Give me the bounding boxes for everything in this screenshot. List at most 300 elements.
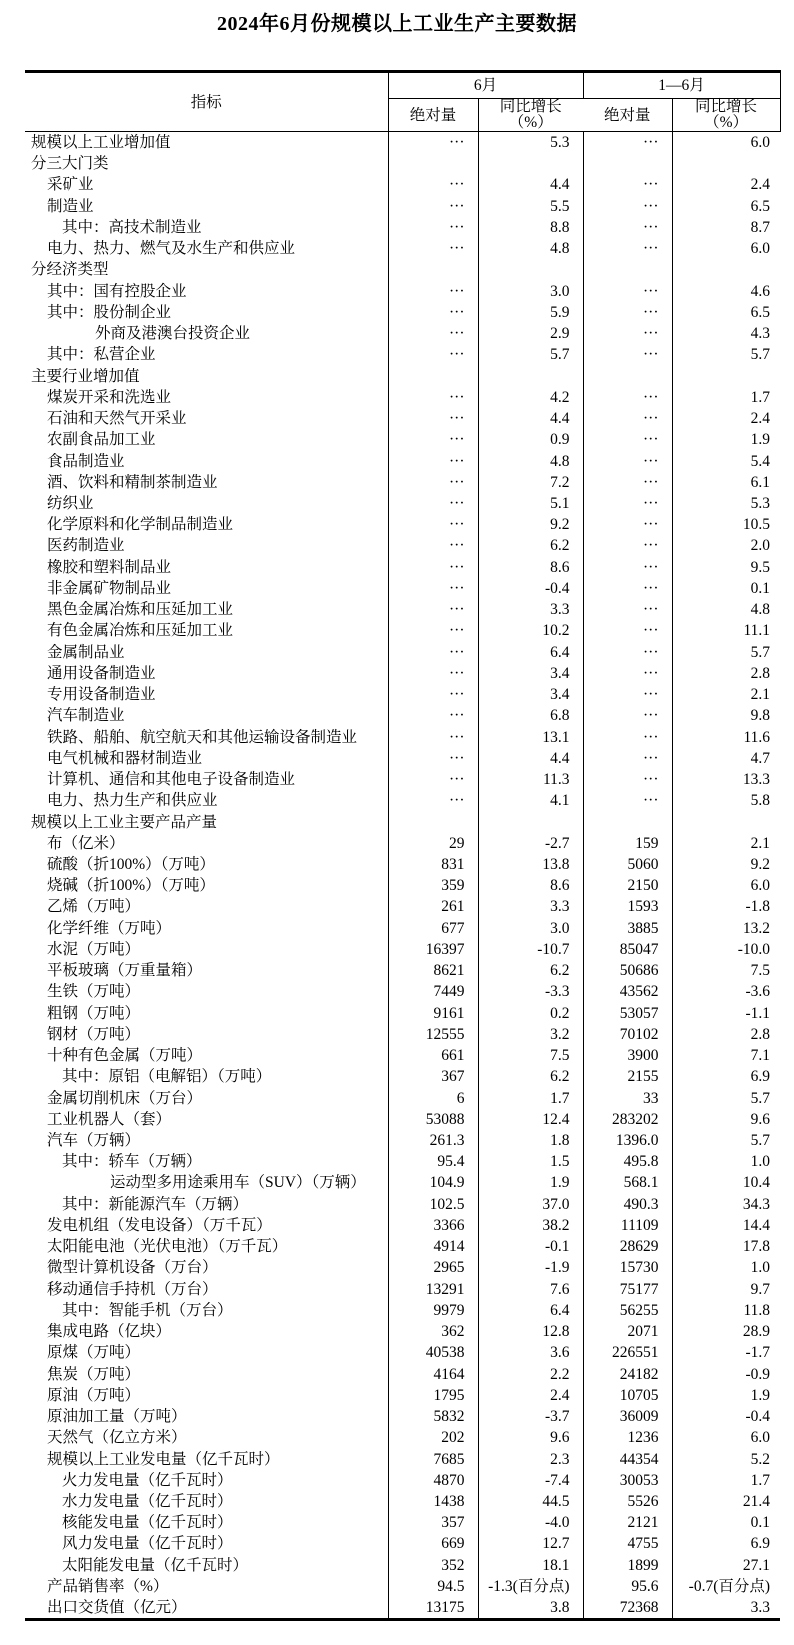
cum-yoy-cell: 5.8 — [672, 790, 780, 811]
june-absolute-cell: ··· — [388, 281, 478, 302]
june-absolute-cell: ··· — [388, 408, 478, 429]
june-absolute-cell: ··· — [388, 196, 478, 217]
indicator-cell: 产品销售率（%） — [47, 1577, 169, 1595]
table-row — [25, 1342, 780, 1363]
yoy-label-line1: 同比增长 — [499, 98, 562, 115]
indicator-cell: 其中：新能源汽车（万辆） — [62, 1195, 249, 1213]
cum-absolute-cell: ··· — [583, 684, 672, 705]
cum-absolute-cell: ··· — [583, 196, 672, 217]
yoy-label-line2: （%） — [508, 114, 553, 131]
header-group-row — [25, 72, 780, 99]
cum-absolute-cell: ··· — [583, 451, 672, 472]
table-row — [25, 1066, 780, 1087]
cum-yoy-cell: 9.5 — [672, 557, 780, 578]
cum-absolute-cell — [583, 153, 672, 174]
indicator-cell: 金属切削机床（万台） — [47, 1089, 203, 1107]
indicator-cell: 工业机器人（套） — [47, 1110, 172, 1128]
indicator-cell: 食品制造业 — [47, 452, 125, 470]
table-row — [25, 727, 780, 748]
indicator-cell: 其中：股份制企业 — [47, 303, 172, 321]
june-yoy-cell: 13.8 — [478, 854, 583, 875]
cum-yoy-cell: 27.1 — [672, 1555, 780, 1576]
cum-yoy-cell: 2.1 — [672, 833, 780, 854]
table-row — [25, 1576, 780, 1597]
table-row — [25, 1109, 780, 1130]
june-yoy-cell: 44.5 — [478, 1491, 583, 1512]
table-row — [25, 960, 780, 981]
june-absolute-cell: 13291 — [388, 1279, 478, 1300]
table-row — [25, 939, 780, 960]
cum-yoy-cell: 6.9 — [672, 1066, 780, 1087]
cum-absolute-cell: 1899 — [583, 1555, 672, 1576]
table-row — [25, 1257, 780, 1278]
indicator-cell: 采矿业 — [47, 176, 94, 194]
table-row — [25, 514, 780, 535]
june-yoy-cell: -0.1 — [478, 1236, 583, 1257]
june-yoy-cell: -2.7 — [478, 833, 583, 854]
cum-yoy-cell: 0.1 — [672, 1512, 780, 1533]
cum-yoy-cell: 4.6 — [672, 281, 780, 302]
cum-yoy-cell: 1.7 — [672, 1470, 780, 1491]
cum-absolute-cell: ··· — [583, 578, 672, 599]
indicator-cell: 微型计算机设备（万台） — [47, 1259, 218, 1277]
cum-yoy-cell: -1.7 — [672, 1342, 780, 1363]
cum-absolute-cell: ··· — [583, 281, 672, 302]
cum-yoy-cell: -1.1 — [672, 1003, 780, 1024]
cum-yoy-cell: 14.4 — [672, 1215, 780, 1236]
cum-absolute-cell: ··· — [583, 514, 672, 535]
table-row — [25, 238, 780, 259]
june-yoy-cell: 6.2 — [478, 1066, 583, 1087]
cum-absolute-cell: ··· — [583, 727, 672, 748]
cum-absolute-cell: 72368 — [583, 1597, 672, 1620]
indicator-cell: 烧碱（折100%）（万吨） — [47, 877, 215, 895]
table-row — [25, 217, 780, 238]
indicator-cell: 十种有色金属（万吨） — [47, 1047, 203, 1065]
june-yoy-cell: 13.1 — [478, 727, 583, 748]
indicator-cell: 其中：高技术制造业 — [62, 218, 202, 236]
indicator-cell: 运动型多用途乘用车（SUV）（万辆） — [110, 1174, 366, 1192]
june-yoy-cell: 3.4 — [478, 663, 583, 684]
cum-absolute-cell: 10705 — [583, 1385, 672, 1406]
june-yoy-cell: 6.2 — [478, 535, 583, 556]
yoy-label-line1: 同比增长 — [695, 98, 758, 115]
june-absolute-cell: 29 — [388, 833, 478, 854]
june-yoy-cell: 6.4 — [478, 1300, 583, 1321]
june-yoy-cell: 5.1 — [478, 493, 583, 514]
june-absolute-cell: ··· — [388, 684, 478, 705]
cum-absolute-cell: 2150 — [583, 875, 672, 896]
june-absolute-cell: ··· — [388, 493, 478, 514]
june-yoy-cell: 3.3 — [478, 896, 583, 917]
indicator-cell: 规模以上工业增加值 — [31, 134, 171, 151]
june-yoy-cell: 4.4 — [478, 408, 583, 429]
cum-yoy-cell: 34.3 — [672, 1194, 780, 1215]
indicator-cell: 出口交货值（亿元） — [47, 1599, 187, 1617]
june-absolute-cell: ··· — [388, 748, 478, 769]
cum-yoy-cell — [672, 366, 780, 387]
cum-yoy-cell: 3.3 — [672, 1597, 780, 1620]
cum-yoy-cell: 6.5 — [672, 196, 780, 217]
june-absolute-cell: ··· — [388, 578, 478, 599]
june-absolute-cell: ··· — [388, 451, 478, 472]
cum-absolute-cell: 159 — [583, 833, 672, 854]
cum-yoy-cell: 6.0 — [672, 875, 780, 896]
table-row — [25, 302, 780, 323]
table-row — [25, 1003, 780, 1024]
june-yoy-cell: 8.6 — [478, 557, 583, 578]
cum-absolute-cell: 56255 — [583, 1300, 672, 1321]
table-row — [25, 748, 780, 769]
june-yoy-cell: -7.4 — [478, 1470, 583, 1491]
table-row — [25, 408, 780, 429]
cum-yoy-cell: 4.7 — [672, 748, 780, 769]
june-absolute-cell: ··· — [388, 132, 478, 154]
june-absolute-cell: 40538 — [388, 1342, 478, 1363]
cum-yoy-cell: 6.9 — [672, 1533, 780, 1554]
cum-yoy-cell: 1.9 — [672, 429, 780, 450]
june-yoy-cell: 4.8 — [478, 451, 583, 472]
indicator-cell: 化学纤维（万吨） — [47, 919, 172, 937]
table-row — [25, 535, 780, 556]
cum-absolute-cell: 1236 — [583, 1427, 672, 1448]
cum-absolute-cell: ··· — [583, 132, 672, 154]
cum-absolute-cell — [583, 259, 672, 280]
header-june-yoy — [478, 99, 583, 132]
june-yoy-cell: 3.0 — [478, 281, 583, 302]
table-row — [25, 132, 780, 154]
cum-absolute-cell: 1593 — [583, 896, 672, 917]
june-absolute-cell: 7449 — [388, 981, 478, 1002]
indicator-cell: 化学原料和化学制品制造业 — [47, 516, 234, 534]
cum-absolute-cell: ··· — [583, 748, 672, 769]
june-yoy-cell: 2.4 — [478, 1385, 583, 1406]
cum-yoy-cell: 11.8 — [672, 1300, 780, 1321]
indicator-cell: 焦炭（万吨） — [47, 1365, 141, 1383]
june-yoy-cell: 7.2 — [478, 472, 583, 493]
table-row — [25, 1300, 780, 1321]
cum-absolute-cell: 2071 — [583, 1321, 672, 1342]
june-yoy-cell — [478, 366, 583, 387]
cum-yoy-cell: -0.4 — [672, 1406, 780, 1427]
june-absolute-cell: 677 — [388, 918, 478, 939]
cum-yoy-cell — [672, 812, 780, 833]
header-cum-absolute: 绝对量 — [583, 99, 672, 132]
june-absolute-cell: ··· — [388, 769, 478, 790]
cum-absolute-cell: 3885 — [583, 918, 672, 939]
june-absolute-cell: ··· — [388, 429, 478, 450]
cum-yoy-cell: 6.5 — [672, 302, 780, 323]
cum-yoy-cell: 6.0 — [672, 238, 780, 259]
cum-absolute-cell — [583, 812, 672, 833]
table-row — [25, 1321, 780, 1342]
june-yoy-cell: 2.3 — [478, 1449, 583, 1470]
table-row — [25, 1470, 780, 1491]
indicator-cell: 电力、热力、燃气及水生产和供应业 — [47, 240, 296, 258]
table-row — [25, 1385, 780, 1406]
cum-yoy-cell: 11.1 — [672, 620, 780, 641]
june-absolute-cell: 352 — [388, 1555, 478, 1576]
cum-absolute-cell: 44354 — [583, 1449, 672, 1470]
cum-absolute-cell: ··· — [583, 557, 672, 578]
indicator-cell: 其中：国有控股企业 — [47, 282, 187, 300]
indicator-cell: 纺织业 — [47, 494, 94, 512]
table-row — [25, 323, 780, 344]
cum-absolute-cell: 4755 — [583, 1533, 672, 1554]
indicator-cell: 分经济类型 — [31, 261, 109, 279]
cum-yoy-cell: 9.2 — [672, 854, 780, 875]
table-row — [25, 896, 780, 917]
june-yoy-cell: 5.5 — [478, 196, 583, 217]
june-absolute-cell: 367 — [388, 1066, 478, 1087]
indicator-cell: 橡胶和塑料制品业 — [47, 558, 172, 576]
cum-absolute-cell: 1396.0 — [583, 1130, 672, 1151]
june-absolute-cell: 104.9 — [388, 1172, 478, 1193]
cum-yoy-cell: 1.9 — [672, 1385, 780, 1406]
indicator-cell: 电气机械和器材制造业 — [47, 749, 203, 767]
june-yoy-cell: 10.2 — [478, 620, 583, 641]
cum-absolute-cell: 11109 — [583, 1215, 672, 1236]
cum-absolute-cell: ··· — [583, 705, 672, 726]
indicator-cell: 粗钢（万吨） — [47, 1004, 141, 1022]
indicator-cell: 金属制品业 — [47, 643, 125, 661]
june-absolute-cell: 95.4 — [388, 1151, 478, 1172]
june-yoy-cell: 5.9 — [478, 302, 583, 323]
cum-absolute-cell: ··· — [583, 344, 672, 365]
june-absolute-cell: ··· — [388, 705, 478, 726]
cum-yoy-cell — [672, 153, 780, 174]
indicator-cell: 其中：原铝（电解铝）（万吨） — [62, 1068, 272, 1086]
indicator-cell: 原煤（万吨） — [47, 1344, 141, 1362]
june-absolute-cell: ··· — [388, 238, 478, 259]
table-row — [25, 1427, 780, 1448]
cum-absolute-cell: 15730 — [583, 1257, 672, 1278]
june-yoy-cell: 6.4 — [478, 642, 583, 663]
cum-yoy-cell: 2.0 — [672, 535, 780, 556]
indicator-cell: 医药制造业 — [47, 537, 125, 555]
cum-absolute-cell: ··· — [583, 769, 672, 790]
cum-yoy-cell: -10.0 — [672, 939, 780, 960]
table-row — [25, 344, 780, 365]
cum-yoy-cell: 13.2 — [672, 918, 780, 939]
june-absolute-cell: ··· — [388, 790, 478, 811]
june-yoy-cell: -4.0 — [478, 1512, 583, 1533]
cum-absolute-cell: ··· — [583, 408, 672, 429]
june-yoy-cell: 18.1 — [478, 1555, 583, 1576]
june-absolute-cell: 1795 — [388, 1385, 478, 1406]
indicator-cell: 农副食品加工业 — [47, 431, 156, 449]
indicator-cell: 汽车制造业 — [47, 707, 125, 725]
table-row — [25, 1151, 780, 1172]
june-yoy-cell: 4.2 — [478, 387, 583, 408]
indicator-cell: 核能发电量（亿千瓦时） — [62, 1514, 233, 1532]
cum-yoy-cell: 5.3 — [672, 493, 780, 514]
indicator-cell: 太阳能发电量（亿千瓦时） — [62, 1556, 249, 1574]
table-row — [25, 1491, 780, 1512]
cum-absolute-cell: 75177 — [583, 1279, 672, 1300]
indicator-cell: 风力发电量（亿千瓦时） — [62, 1535, 233, 1553]
cum-absolute-cell: 2121 — [583, 1512, 672, 1533]
june-absolute-cell: 359 — [388, 875, 478, 896]
cum-yoy-cell: 5.7 — [672, 344, 780, 365]
table-row — [25, 684, 780, 705]
cum-yoy-cell: 11.6 — [672, 727, 780, 748]
indicator-cell: 天然气（亿立方米） — [47, 1429, 187, 1447]
cum-absolute-cell: ··· — [583, 302, 672, 323]
indicator-cell: 规模以上工业主要产品产量 — [31, 813, 218, 831]
june-absolute-cell: 1438 — [388, 1491, 478, 1512]
cum-absolute-cell: 226551 — [583, 1342, 672, 1363]
june-yoy-cell: 2.2 — [478, 1364, 583, 1385]
cum-absolute-cell: 24182 — [583, 1364, 672, 1385]
header-june-absolute: 绝对量 — [388, 99, 478, 132]
indicator-cell: 其中：智能手机（万台） — [62, 1301, 233, 1319]
june-absolute-cell — [388, 366, 478, 387]
cum-absolute-cell: 43562 — [583, 981, 672, 1002]
june-absolute-cell: 4914 — [388, 1236, 478, 1257]
indicator-cell: 主要行业增加值 — [31, 367, 140, 385]
table-body — [25, 132, 780, 1620]
june-yoy-cell: 6.2 — [478, 960, 583, 981]
cum-yoy-cell: 10.4 — [672, 1172, 780, 1193]
june-yoy-cell: 12.4 — [478, 1109, 583, 1130]
table-row — [25, 1555, 780, 1576]
cum-absolute-cell: 2155 — [583, 1066, 672, 1087]
cum-absolute-cell: ··· — [583, 535, 672, 556]
indicator-cell: 水泥（万吨） — [47, 940, 141, 958]
june-absolute-cell: ··· — [388, 514, 478, 535]
cum-yoy-cell: 9.7 — [672, 1279, 780, 1300]
june-absolute-cell: ··· — [388, 642, 478, 663]
indicator-cell: 汽车（万辆） — [47, 1132, 141, 1150]
header-indicator: 指标 — [25, 72, 388, 132]
june-absolute-cell: ··· — [388, 727, 478, 748]
june-absolute-cell: 102.5 — [388, 1194, 478, 1215]
june-yoy-cell: 1.8 — [478, 1130, 583, 1151]
june-yoy-cell: 0.2 — [478, 1003, 583, 1024]
june-absolute-cell: 357 — [388, 1512, 478, 1533]
cum-absolute-cell: ··· — [583, 620, 672, 641]
cum-yoy-cell — [672, 259, 780, 280]
table-row — [25, 1194, 780, 1215]
cum-absolute-cell: 5060 — [583, 854, 672, 875]
indicator-cell: 铁路、船舶、航空航天和其他运输设备制造业 — [47, 728, 358, 746]
table-row — [25, 493, 780, 514]
cum-yoy-cell: 13.3 — [672, 769, 780, 790]
june-absolute-cell: ··· — [388, 344, 478, 365]
cum-yoy-cell: 9.8 — [672, 705, 780, 726]
table-row — [25, 1533, 780, 1554]
cum-absolute-cell: ··· — [583, 663, 672, 684]
cum-yoy-cell: 5.7 — [672, 642, 780, 663]
cum-yoy-cell: -3.6 — [672, 981, 780, 1002]
indicator-cell: 乙烯（万吨） — [47, 898, 141, 916]
june-absolute-cell: 831 — [388, 854, 478, 875]
cum-yoy-cell: 1.0 — [672, 1151, 780, 1172]
table-row — [25, 429, 780, 450]
cum-yoy-cell: 10.5 — [672, 514, 780, 535]
cum-yoy-cell: 2.4 — [672, 408, 780, 429]
table-row — [25, 1088, 780, 1109]
june-absolute-cell: 3366 — [388, 1215, 478, 1236]
june-absolute-cell: 362 — [388, 1321, 478, 1342]
cum-yoy-cell: 5.7 — [672, 1088, 780, 1109]
cum-absolute-cell: 283202 — [583, 1109, 672, 1130]
indicator-cell: 其中：轿车（万辆） — [62, 1153, 202, 1171]
cum-yoy-cell: 8.7 — [672, 217, 780, 238]
cum-yoy-cell: 7.1 — [672, 1045, 780, 1066]
june-absolute-cell: ··· — [388, 387, 478, 408]
cum-absolute-cell: ··· — [583, 599, 672, 620]
cum-yoy-cell: 1.0 — [672, 1257, 780, 1278]
cum-absolute-cell: 568.1 — [583, 1172, 672, 1193]
june-yoy-cell: 1.5 — [478, 1151, 583, 1172]
indicator-cell: 非金属矿物制品业 — [47, 579, 172, 597]
indicator-cell: 发电机组（发电设备）（万千瓦） — [47, 1216, 272, 1234]
cum-yoy-cell: 2.1 — [672, 684, 780, 705]
june-absolute-cell: 12555 — [388, 1024, 478, 1045]
table-row — [25, 1236, 780, 1257]
cum-yoy-cell: 4.3 — [672, 323, 780, 344]
table-row — [25, 153, 780, 174]
header-jan-jun-group: 1—6月 — [583, 72, 780, 99]
table-row — [25, 1024, 780, 1045]
june-absolute-cell: 202 — [388, 1427, 478, 1448]
cum-yoy-cell: -1.8 — [672, 896, 780, 917]
june-yoy-cell: 9.2 — [478, 514, 583, 535]
cum-yoy-cell: 17.8 — [672, 1236, 780, 1257]
june-absolute-cell: ··· — [388, 557, 478, 578]
table-row — [25, 578, 780, 599]
cum-yoy-cell: 9.6 — [672, 1109, 780, 1130]
june-yoy-cell — [478, 812, 583, 833]
cum-absolute-cell: ··· — [583, 217, 672, 238]
cum-yoy-cell: 4.8 — [672, 599, 780, 620]
june-absolute-cell — [388, 812, 478, 833]
cum-absolute-cell: 28629 — [583, 1236, 672, 1257]
table-row — [25, 196, 780, 217]
cum-absolute-cell: 85047 — [583, 939, 672, 960]
june-yoy-cell: -0.4 — [478, 578, 583, 599]
indicator-cell: 原油加工量（万吨） — [47, 1408, 187, 1426]
june-yoy-cell: 3.6 — [478, 1342, 583, 1363]
indicator-cell: 火力发电量（亿千瓦时） — [62, 1471, 233, 1489]
june-yoy-cell: 9.6 — [478, 1427, 583, 1448]
june-yoy-cell: -1.9 — [478, 1257, 583, 1278]
header-june-group: 6月 — [388, 72, 583, 99]
indicator-cell: 其中：私营企业 — [47, 346, 156, 364]
indicator-cell: 黑色金属冶炼和压延加工业 — [47, 601, 234, 619]
june-absolute-cell: 4870 — [388, 1470, 478, 1491]
table-row — [25, 875, 780, 896]
june-yoy-cell: -3.3 — [478, 981, 583, 1002]
june-absolute-cell: ··· — [388, 599, 478, 620]
june-absolute-cell: 13175 — [388, 1597, 478, 1620]
cum-absolute-cell: ··· — [583, 493, 672, 514]
june-yoy-cell: 3.4 — [478, 684, 583, 705]
header-cum-yoy — [672, 99, 780, 132]
table-row — [25, 451, 780, 472]
indicator-cell: 有色金属冶炼和压延加工业 — [47, 622, 234, 640]
cum-yoy-cell: 6.1 — [672, 472, 780, 493]
june-absolute-cell: ··· — [388, 535, 478, 556]
table-row — [25, 1045, 780, 1066]
june-yoy-cell: 8.8 — [478, 217, 583, 238]
june-yoy-cell: 0.9 — [478, 429, 583, 450]
cum-absolute-cell: ··· — [583, 387, 672, 408]
table-row — [25, 557, 780, 578]
june-absolute-cell: ··· — [388, 323, 478, 344]
